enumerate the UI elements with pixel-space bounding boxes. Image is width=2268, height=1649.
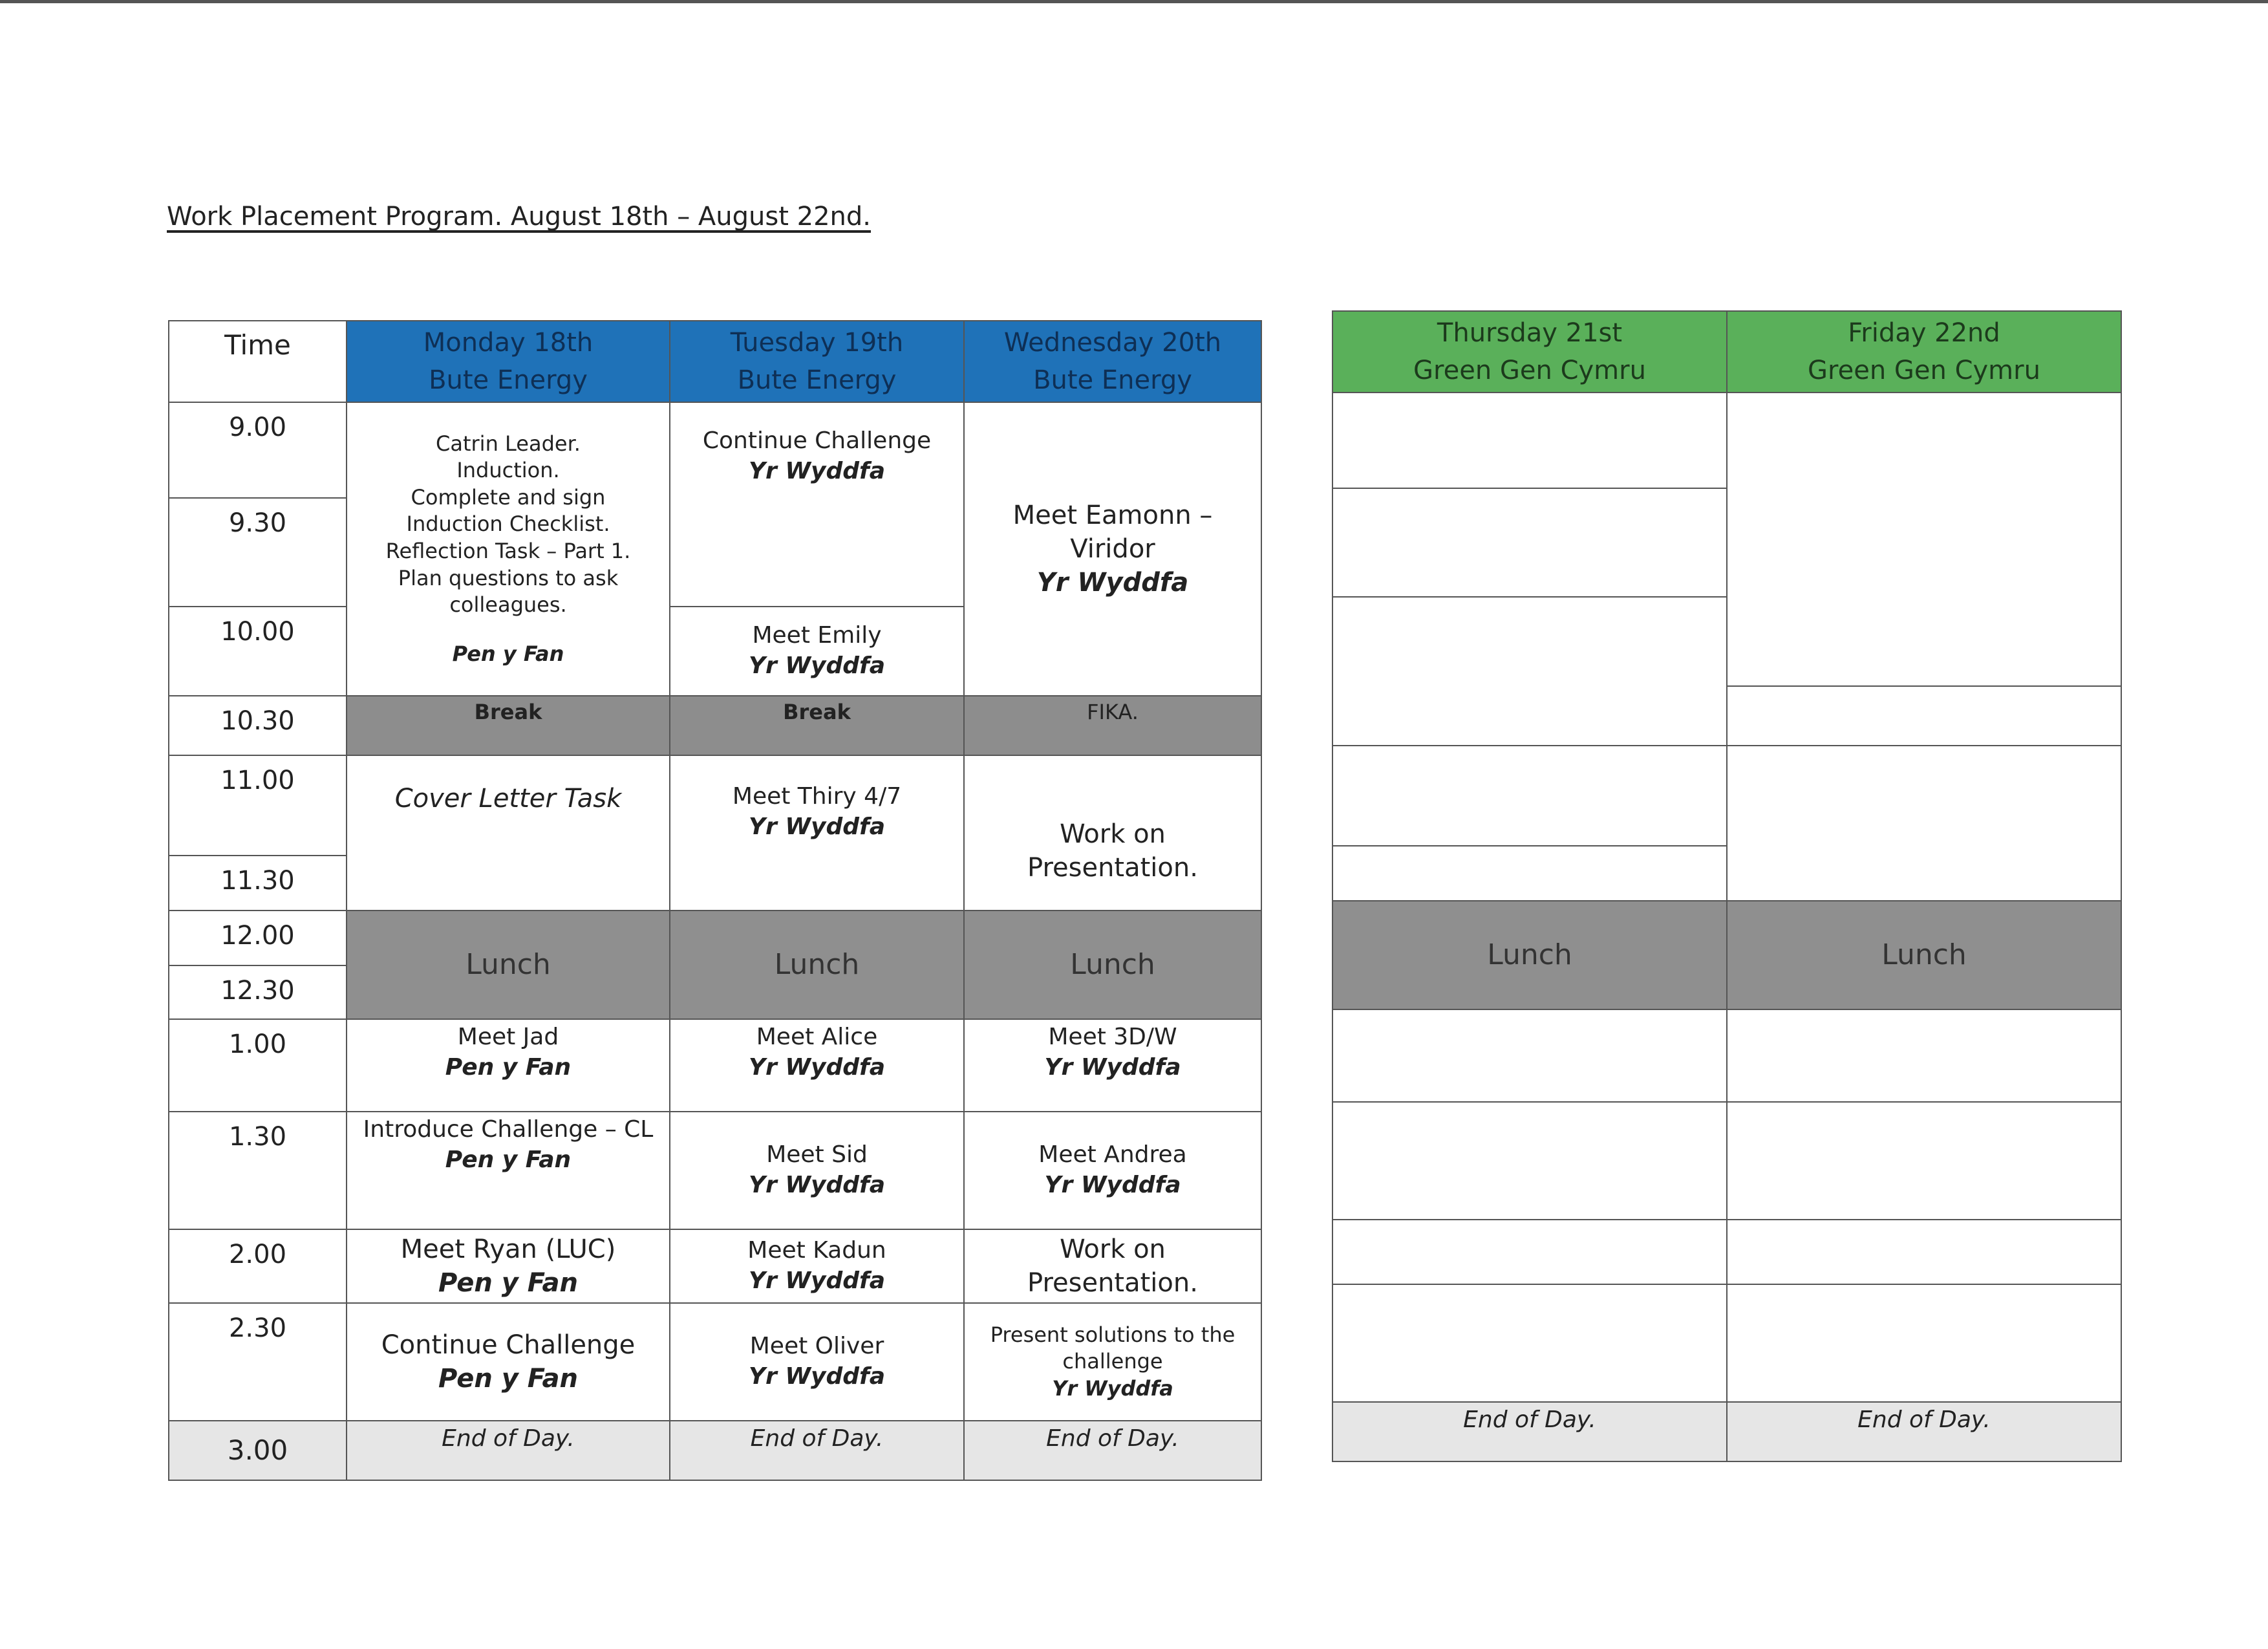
wednesday-day: Wednesday 20th xyxy=(1003,328,1222,358)
monday-morning-line: Plan questions to ask xyxy=(398,565,619,590)
green-row-1100 xyxy=(1332,746,2121,846)
thursday-900-cell xyxy=(1332,393,1727,488)
tuesday-900-cell xyxy=(670,402,964,607)
time-900: 9.00 xyxy=(169,402,347,498)
monday-morning-cell xyxy=(347,402,670,696)
wednesday-presentation-cell: Work on Presentation. xyxy=(964,755,1261,911)
row-100 xyxy=(169,1019,1261,1112)
wednesday-end: End of Day. xyxy=(964,1421,1261,1480)
friday-day: Friday 22nd xyxy=(1848,318,2000,348)
monday-morning-line: Catrin Leader. xyxy=(436,431,581,456)
tuesday-130-room: Yr Wyddfa xyxy=(748,1172,886,1198)
wednesday-morning-room: Yr Wyddfa xyxy=(1036,568,1189,598)
wednesday-100-activity: Meet 3D/W xyxy=(1048,1024,1177,1050)
tuesday-900-activity: Continue Challenge xyxy=(702,427,932,454)
row-230 xyxy=(169,1303,1261,1421)
tuesday-100-room: Yr Wyddfa xyxy=(748,1053,886,1081)
tuesday-100-activity: Meet Alice xyxy=(756,1024,878,1050)
schedule-table-green-gen xyxy=(1332,310,2122,1462)
tuesday-130-cell xyxy=(670,1112,964,1229)
monday-morning-line: colleagues. xyxy=(449,592,567,618)
monday-230-activity: Continue Challenge xyxy=(381,1330,636,1360)
row-200 xyxy=(169,1229,1261,1303)
tuesday-org: Bute Energy xyxy=(737,365,897,395)
schedule-table-bute-energy xyxy=(168,320,1262,1481)
row-1100 xyxy=(169,755,1261,856)
thursday-org: Green Gen Cymru xyxy=(1413,356,1646,385)
friday-org: Green Gen Cymru xyxy=(1808,356,2040,385)
monday-130-room: Pen y Fan xyxy=(445,1146,572,1173)
wednesday-130-activity: Meet Andrea xyxy=(1038,1141,1187,1169)
tuesday-1000-room: Yr Wyddfa xyxy=(748,652,886,679)
wednesday-200-cell: Work on Presentation. xyxy=(964,1229,1261,1303)
tuesday-230-room: Yr Wyddfa xyxy=(748,1363,886,1390)
tuesday-200-cell xyxy=(670,1229,964,1303)
wednesday-100-cell xyxy=(964,1019,1261,1112)
row-1030 xyxy=(169,696,1261,755)
monday-cover-letter: Cover Letter Task xyxy=(347,755,670,911)
green-header-row xyxy=(1332,311,2121,393)
monday-day: Monday 18th xyxy=(423,328,594,358)
monday-morning-room: Pen y Fan xyxy=(452,641,564,666)
thursday-930-cell xyxy=(1332,488,1727,597)
thursday-100-cell xyxy=(1332,1009,1727,1102)
time-1130: 11.30 xyxy=(169,856,347,911)
green-row-900 xyxy=(1332,393,2121,488)
monday-230-room: Pen y Fan xyxy=(438,1364,578,1394)
friday-lunch: Lunch xyxy=(1727,901,2121,1009)
scan-edge xyxy=(0,0,2268,3)
wednesday-org: Bute Energy xyxy=(1033,365,1192,395)
wednesday-230-room: Yr Wyddfa xyxy=(1052,1375,1173,1401)
tuesday-header xyxy=(670,321,964,402)
time-230: 2.30 xyxy=(169,1303,347,1421)
time-100: 1.00 xyxy=(169,1019,347,1112)
green-row-1200 xyxy=(1332,901,2121,956)
thursday-end: End of Day. xyxy=(1332,1402,1727,1461)
monday-230-cell xyxy=(347,1303,670,1421)
thursday-230-cell xyxy=(1332,1284,1727,1402)
thursday-day: Thursday 21st xyxy=(1437,318,1623,348)
wednesday-130-cell xyxy=(964,1112,1261,1229)
thursday-header xyxy=(1332,311,1727,393)
thursday-200-cell xyxy=(1332,1220,1727,1284)
tuesday-200-activity: Meet Kadun xyxy=(747,1237,886,1264)
monday-100-room: Pen y Fan xyxy=(445,1053,572,1081)
row-1200 xyxy=(169,911,1261,965)
header-row xyxy=(169,321,1261,402)
friday-end: End of Day. xyxy=(1727,1402,2121,1461)
tuesday-1100-room: Yr Wyddfa xyxy=(748,813,886,840)
time-1230: 12.30 xyxy=(169,965,347,1019)
time-130: 1.30 xyxy=(169,1112,347,1229)
wednesday-230-cell xyxy=(964,1303,1261,1421)
monday-200-cell xyxy=(347,1229,670,1303)
monday-morning-line: Induction. xyxy=(456,458,560,483)
green-row-200 xyxy=(1332,1220,2121,1284)
thursday-1000-cell xyxy=(1332,597,1727,746)
wednesday-morning-activity: Meet Eamonn – Viridor xyxy=(1012,501,1213,564)
monday-200-activity: Meet Ryan (LUC) xyxy=(400,1234,616,1264)
wednesday-lunch: Lunch xyxy=(964,911,1261,1019)
monday-130-cell xyxy=(347,1112,670,1229)
wednesday-130-room: Yr Wyddfa xyxy=(1044,1172,1181,1198)
thursday-1130-cell xyxy=(1332,846,1727,901)
friday-130-cell xyxy=(1727,1102,2121,1220)
tuesday-1100-activity: Meet Thiry 4/7 xyxy=(732,783,902,810)
thursday-lunch: Lunch xyxy=(1332,901,1727,1009)
monday-130-activity: Introduce Challenge – CL xyxy=(363,1116,654,1143)
row-300 xyxy=(169,1421,1261,1480)
tuesday-1100-cell xyxy=(670,755,964,911)
wednesday-230-activity: Present solutions to the challenge xyxy=(990,1322,1236,1374)
tuesday-230-cell xyxy=(670,1303,964,1421)
green-row-100 xyxy=(1332,1009,2121,1102)
green-row-130 xyxy=(1332,1102,2121,1220)
row-130 xyxy=(169,1112,1261,1229)
tuesday-130-activity: Meet Sid xyxy=(766,1141,868,1169)
monday-morning-line: Reflection Task – Part 1. xyxy=(385,539,631,563)
time-header: Time xyxy=(169,321,347,402)
time-1000: 10.00 xyxy=(169,607,347,696)
wednesday-fika: FIKA. xyxy=(964,696,1261,755)
wednesday-morning-cell xyxy=(964,402,1261,696)
monday-end: End of Day. xyxy=(347,1421,670,1480)
tuesday-100-cell xyxy=(670,1019,964,1112)
monday-morning-line: Complete and sign xyxy=(411,484,606,510)
wednesday-100-room: Yr Wyddfa xyxy=(1044,1053,1181,1081)
tuesday-end: End of Day. xyxy=(670,1421,964,1480)
tuesday-1000-activity: Meet Emily xyxy=(752,622,882,649)
tuesday-200-room: Yr Wyddfa xyxy=(748,1267,886,1294)
friday-230-cell xyxy=(1727,1284,2121,1402)
friday-header xyxy=(1727,311,2121,393)
row-900 xyxy=(169,402,1261,498)
tuesday-lunch: Lunch xyxy=(670,911,964,1019)
wednesday-header xyxy=(964,321,1261,402)
friday-1100-cell xyxy=(1727,746,2121,901)
document-title: Work Placement Program. August 18th – August 22nd. xyxy=(167,202,871,232)
monday-morning-line: Induction Checklist. xyxy=(406,512,610,537)
thursday-130-cell xyxy=(1332,1102,1727,1220)
time-1200: 12.00 xyxy=(169,911,347,965)
time-1030: 10.30 xyxy=(169,696,347,755)
monday-header xyxy=(347,321,670,402)
green-row-300 xyxy=(1332,1402,2121,1461)
friday-morning-cell xyxy=(1727,393,2121,686)
time-1100: 11.00 xyxy=(169,755,347,856)
friday-1030-cell xyxy=(1727,686,2121,746)
monday-100-activity: Meet Jad xyxy=(457,1024,559,1050)
monday-200-room: Pen y Fan xyxy=(438,1268,578,1298)
friday-200-cell xyxy=(1727,1220,2121,1284)
time-200: 2.00 xyxy=(169,1229,347,1303)
tuesday-break: Break xyxy=(670,696,964,755)
tuesday-230-activity: Meet Oliver xyxy=(749,1333,884,1360)
tuesday-1000-cell xyxy=(670,607,964,696)
time-300: 3.00 xyxy=(169,1421,347,1480)
monday-break: Break xyxy=(347,696,670,755)
time-930: 9.30 xyxy=(169,498,347,607)
tuesday-900-room: Yr Wyddfa xyxy=(748,457,886,484)
monday-org: Bute Energy xyxy=(429,365,588,395)
green-row-230 xyxy=(1332,1284,2121,1402)
friday-100-cell xyxy=(1727,1009,2121,1102)
thursday-1100-cell xyxy=(1332,746,1727,846)
monday-100-cell xyxy=(347,1019,670,1112)
tuesday-day: Tuesday 19th xyxy=(730,328,904,358)
monday-lunch: Lunch xyxy=(347,911,670,1019)
